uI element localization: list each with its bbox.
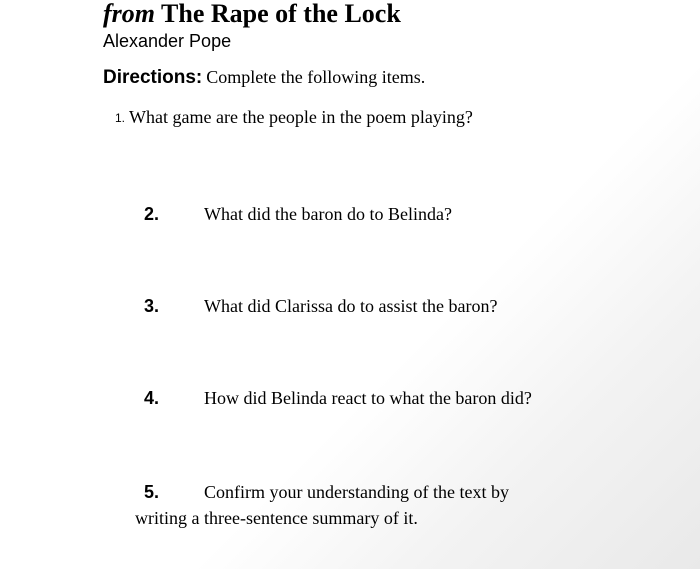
directions-text: Complete the following items. <box>206 67 426 87</box>
question-number: 2. <box>144 204 160 224</box>
question-number: 1. <box>115 111 126 125</box>
title-prefix: from <box>103 0 155 28</box>
author-name: Alexander Pope <box>103 31 232 51</box>
question-5-line-2: writing a three-sentence summary of it. <box>135 508 418 528</box>
title-main: The Rape of the Lock <box>161 0 401 28</box>
question-1 <box>115 106 473 130</box>
question-text: How did Belinda react to what the baron did? <box>204 388 532 408</box>
question-text: What game are the people in the poem playing? <box>129 107 473 127</box>
page-title <box>103 0 401 28</box>
question-5 <box>135 480 655 530</box>
directions-label: Directions: <box>103 67 203 88</box>
question-3 <box>144 294 497 320</box>
question-text: Confirm your understanding of the text by <box>204 482 509 502</box>
question-text: What did the baron do to Belinda? <box>204 204 452 224</box>
question-number: 5. <box>144 482 160 502</box>
question-number: 4. <box>144 388 160 408</box>
question-number: 3. <box>144 296 160 316</box>
question-4 <box>144 386 532 412</box>
question-5-line-1 <box>135 480 655 506</box>
directions <box>103 66 425 90</box>
question-2 <box>144 202 452 228</box>
question-text: What did Clarissa do to assist the baron? <box>204 296 498 316</box>
